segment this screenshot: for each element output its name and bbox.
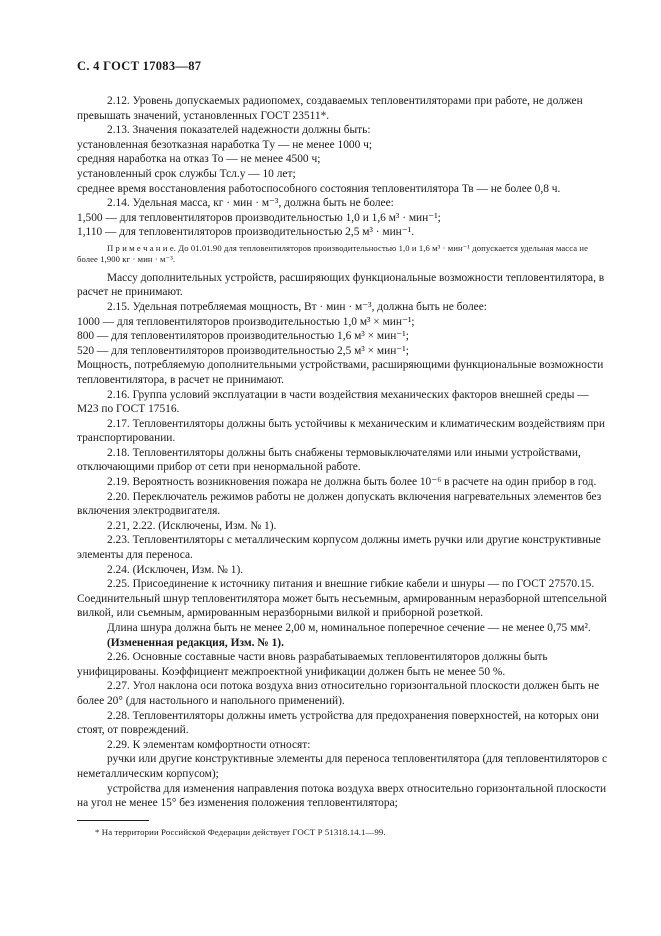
paragraph: 2.14. Удельная масса, кг · мин · м⁻³, должна быть не более: bbox=[107, 197, 394, 210]
paragraph: 2.16. Группа условий эксплуатации в части воздействия механических факторов внешней среды — М23 по ГОСТ 17516. bbox=[77, 388, 589, 416]
paragraph: 2.24. (Исключен, Изм. № 1). bbox=[107, 563, 244, 576]
paragraph: Массу дополнительных устройств, расширяющих функциональные возможности тепловентилятора, в расчет не принимают. bbox=[77, 271, 605, 299]
paragraph: 2.18. Тепловентиляторы должны быть снабжены термовыключателями или иными устройствами, отключающими прибор от сети при ненормальной работе. bbox=[77, 446, 581, 474]
paragraph: среднее время восстановления работоспособного состояния тепловентилятора Тв — не более 0,8 ч. bbox=[77, 182, 561, 195]
paragraph: 800 — для тепловентиляторов производительностью 1,6 м³ × мин⁻¹; bbox=[77, 330, 409, 343]
paragraph: ручки или другие конструктивные элементы для переноса тепловентилятора (для тепловентиляторов с неметаллическим корпусом); bbox=[77, 753, 608, 780]
paragraph: средняя наработка на отказ То — не менее 4500 ч; bbox=[77, 153, 321, 166]
page-header: С. 4 ГОСТ 17083—87 bbox=[77, 59, 202, 73]
paragraph: 2.21, 2.22. (Исключены, Изм. № 1). bbox=[107, 519, 277, 532]
paragraph: 1,500 — для тепловентиляторов производительностью 1,0 и 1,6 м³ · мин⁻¹; bbox=[77, 211, 441, 224]
paragraph: устройства для изменения направления потока воздуха вверх относительно горизонтальной плоскости на угол не менее 15° без изменения положения тепловентилятора; bbox=[77, 782, 607, 810]
note-paragraph: П р и м е ч а н и е. До 01.01.90 для тепловентиляторов производительностью 1,0 и 1,6 м³ · мин⁻¹ допускается удельная масса не более 1,900 кг · мин · м⁻³. bbox=[77, 242, 588, 265]
paragraph: 2.17. Тепловентиляторы должны быть устойчивы к механическим и климатическим воздействиям при транспортировании. bbox=[77, 417, 605, 445]
paragraph: 2.26. Основные составные части вновь разрабатываемых тепловентиляторов должны быть унифицированы. Коэффициент межпроектной унификации должен быть не менее 50 %. bbox=[77, 651, 548, 678]
paragraph: 2.15. Удельная потребляемая мощность, Вт · мин · м⁻³, должна быть не более: bbox=[107, 300, 487, 313]
paragraph: Мощность, потребляемую дополнительными устройствами, расширяющими функциональные возможности тепловентилятора, в расчет не принимают. bbox=[77, 359, 604, 386]
paragraph: 2.29. К элементам комфортности относят: bbox=[107, 738, 311, 751]
document-body bbox=[77, 94, 609, 811]
paragraph: (Измененная редакция, Изм. № 1). bbox=[107, 636, 284, 649]
paragraph: 1000 — для тепловентиляторов производительностью 1,0 м³ × мин⁻¹; bbox=[77, 315, 415, 328]
paragraph: 2.12. Уровень допускаемых радиопомех, создаваемых тепловентиляторами при работе, не должен превышать значений, установленных ГОСТ 23511*. bbox=[77, 95, 583, 122]
paragraph: 2.13. Значения показателей надежности должны быть: bbox=[107, 124, 371, 137]
paragraph: 2.20. Переключатель режимов работы не должен допускать включения нагревательных элементов без включения электродвигателя. bbox=[77, 490, 602, 518]
paragraph: 2.25. Присоединение к источнику питания и внешние гибкие кабели и шнуры — по ГОСТ 27570.15. Соединительный шнур тепловентилятора может быть несъемным, армированным неразборной штепсельной вилкой, или съемным, армированным неразборными вилкой и приборной розеткой. bbox=[77, 578, 607, 620]
paragraph: 1,110 — для тепловентиляторов производительностью 2,5 м³ · мин⁻¹. bbox=[77, 226, 415, 239]
paragraph: 2.23. Тепловентиляторы с металлическим корпусом должны иметь ручки или другие конструктивные элементы для переноса. bbox=[77, 534, 601, 562]
paragraph: 2.28. Тепловентиляторы должны иметь устройства для предохранения поверхностей, на которых они стоят, от повреждений. bbox=[77, 709, 599, 737]
paragraph: 2.19. Вероятность возникновения пожара не должна быть более 10⁻⁶ в расчете на один прибор в год. bbox=[107, 476, 597, 489]
paragraph: 2.27. Угол наклона оси потока воздуха вниз относительно горизонтальной плоскости должен быть не более 20° (для настольного и напольного применений). bbox=[77, 680, 600, 707]
footnote-rule bbox=[77, 820, 149, 821]
paragraph: установленная безотказная наработка Тy — не менее 1000 ч; bbox=[77, 138, 373, 151]
paragraph: установленный срок службы Тсл.у — 10 лет; bbox=[77, 167, 296, 180]
footnote: * На территории Российской Федерации действует ГОСТ Р 51318.14.1—99. bbox=[95, 827, 386, 837]
paragraph: Длина шнура должна быть не менее 2,00 м, номинальное поперечное сечение — не менее 0,75 мм². bbox=[107, 622, 591, 634]
paragraph: 520 — для тепловентиляторов производительностью 2,5 м³ × мин⁻¹; bbox=[77, 344, 409, 357]
